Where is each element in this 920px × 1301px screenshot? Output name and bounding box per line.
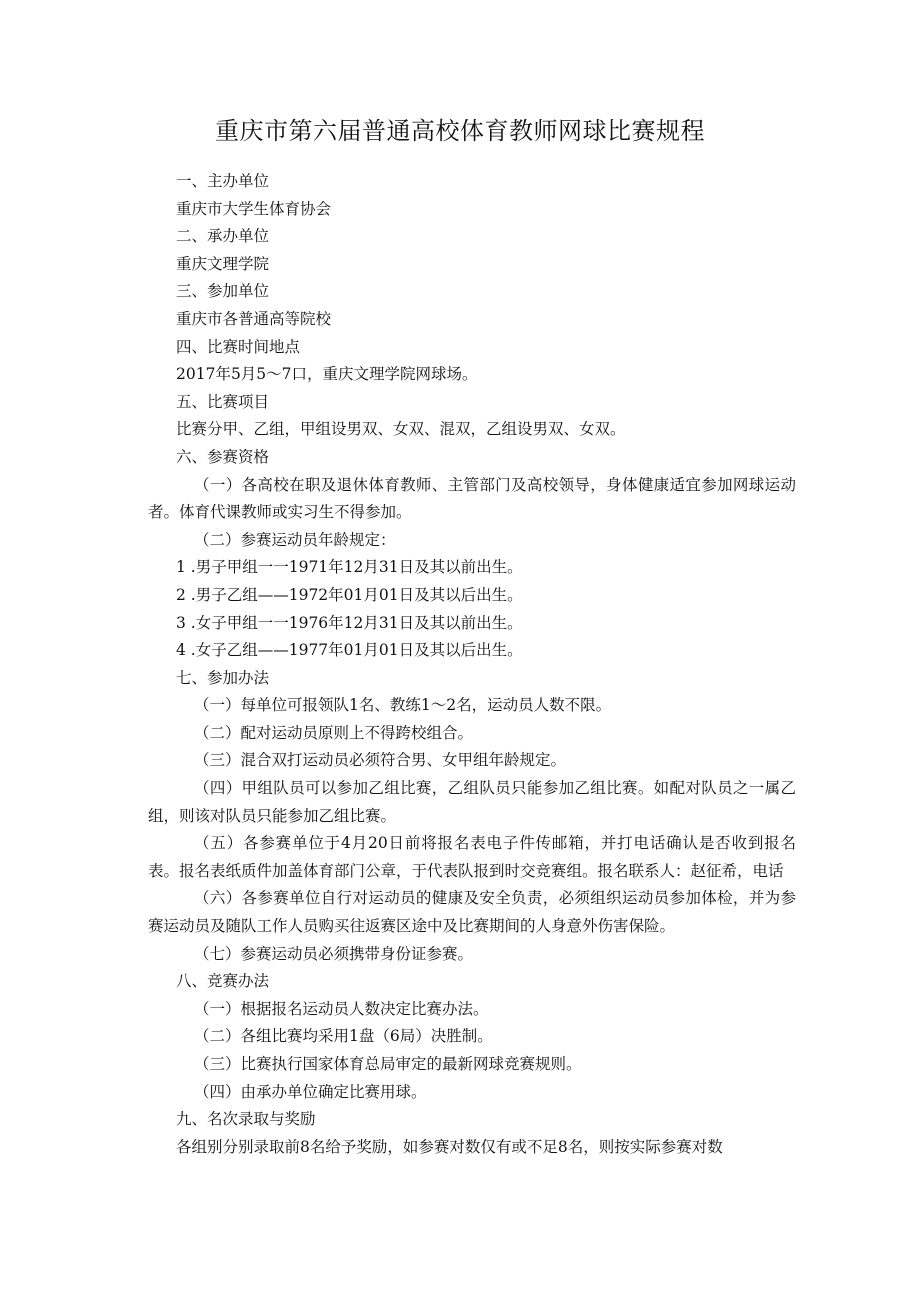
paragraph-eligibility-1: （一）各高校在职及退休体育教师、主管部门及高校领导，身体健康适宜参加网球运动者。体育代课教师或实习生不得参加。 [148, 475, 796, 522]
paragraph-time-place: 2017年5月5～7口，重庆文理学院网球场。 [176, 365, 478, 384]
paragraph-registration-6: （六）各参赛单位自行对运动员的健康及安全负责，必须组织运动员参加体检，并为参赛运动员及随队工作人员购买往返赛区途中及比赛期间的人身意外伤害保险。 [148, 889, 796, 936]
paragraph-registration-3: （三）混合双打运动员必须符合男、女甲组年龄规定。 [194, 751, 567, 770]
paragraph-competition-3: （三）比赛执行国家体育总局审定的最新网球竞赛规则。 [194, 1055, 582, 1073]
section-heading-registration: 七、参加办法 [176, 668, 270, 687]
section-heading-eligibility: 六、参赛资格 [176, 447, 270, 466]
age-rule-1: 1 .男子甲组一一1971年12月31日及其以前出生。 [176, 558, 523, 577]
paragraph-participants: 重庆市各普通高等院校 [176, 309, 332, 328]
paragraph-events: 比赛分甲、乙组，甲组设男双、女双、混双，乙组设男双、女双。 [176, 420, 626, 439]
section-heading-competition: 八、竞赛办法 [176, 972, 270, 991]
paragraph-host: 重庆文理学院 [176, 254, 270, 273]
paragraph-organizer: 重庆市大学生体育协会 [176, 199, 332, 218]
paragraph-registration-5: （五）各参赛单位于4月20日前将报名表电子件传邮箱，并打电话确认是否收到报名表。报名表纸质件加盖体育部门公章，于代表队报到时交竞赛组。报名联系人：赵征希，电话 [148, 834, 796, 880]
paragraph-registration-2: （二）配对运动员原则上不得跨校组合。 [194, 723, 474, 742]
section-heading-time-place: 四、比赛时间地点 [176, 337, 301, 356]
paragraph-registration-7: （七）参赛运动员必须携带身份证参赛。 [194, 944, 474, 963]
document-title: 重庆市第六届普通高校体育教师网球比赛规程 [215, 117, 705, 145]
section-heading-host: 二、承办单位 [176, 227, 270, 246]
age-rule-4: 4 .女子乙组——1977年01月01日及其以后出生。 [176, 641, 523, 660]
section-heading-events: 五、比赛项目 [176, 392, 270, 411]
age-rule-3: 3 .女子甲组一一1976年12月31日及其以前出生。 [176, 613, 523, 632]
paragraph-registration-4: （四）甲组队员可以参加乙组比赛，乙组队员只能参加乙组比赛。如配对队员之一属乙组，则该对队员只能参加乙组比赛。 [148, 779, 796, 825]
paragraph-awards: 各组别分别录取前8名给予奖励，如参赛对数仅有或不足8名，则按实际参赛对数 [176, 1137, 723, 1156]
paragraph-eligibility-2: （二）参赛运动员年龄规定： [194, 530, 396, 549]
paragraph-registration-1: （一）每单位可报领队1名、教练1～2名，运动员人数不限。 [194, 696, 612, 715]
document-body [148, 168, 796, 1161]
section-heading-participants: 三、参加单位 [176, 282, 270, 301]
paragraph-competition-2: （二）各组比赛均采用1盘（6局）决胜制。 [194, 1027, 493, 1046]
section-heading-awards: 九、名次录取与奖励 [176, 1110, 316, 1129]
paragraph-competition-4: （四）由承办单位确定比赛用球。 [194, 1082, 427, 1101]
section-heading-organizer: 一、主办单位 [176, 172, 270, 190]
paragraph-competition-1: （一）根据报名运动员人数决定比赛办法。 [194, 999, 489, 1018]
age-rule-2: 2 .男子乙组——1972年01月01日及其以后出生。 [176, 585, 523, 604]
